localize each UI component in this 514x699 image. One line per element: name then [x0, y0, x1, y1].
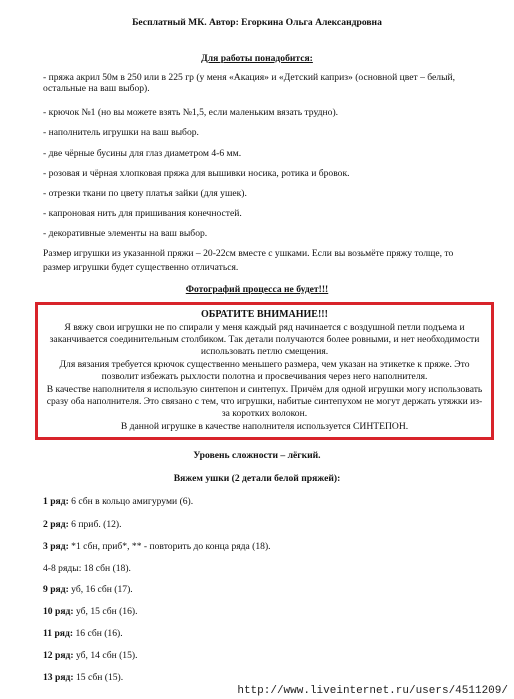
materials-heading: Для работы понадобится: — [201, 53, 313, 64]
document-title: Бесплатный МК. Автор: Егоркина Ольга Александровна — [132, 17, 382, 28]
materials-item: остальные на ваш выбор). — [43, 83, 150, 94]
pattern-row — [43, 584, 133, 596]
pattern-row — [43, 606, 138, 618]
pattern-row-label: 2 ряд: — [43, 519, 69, 530]
pattern-row-text: 15 сбн (15). — [73, 672, 124, 683]
pattern-row — [43, 563, 131, 575]
attention-line: за коротких волокон. — [221, 408, 308, 419]
pattern-row — [43, 650, 138, 662]
attention-line: позволит избежать рыхлости полотна и просвечивания через него наполнителя. — [101, 371, 428, 382]
pattern-row-label: 13 ряд: — [43, 672, 74, 683]
difficulty-level: Уровень сложности – лёгкий. — [193, 450, 321, 461]
pattern-row-text: 16 сбн (16). — [73, 628, 123, 639]
pattern-row-text: 6 сбн в кольцо амигуруми (6). — [68, 496, 194, 507]
size-note-line: размер игрушки будет существенно отличаться. — [43, 262, 239, 273]
attention-line: использовать петлю смещения. — [200, 346, 329, 357]
ears-heading: Вяжем ушки (2 детали белой пряжей): — [173, 473, 341, 484]
pattern-row-label: 1 ряд: — [43, 496, 69, 507]
pattern-row-label: 10 ряд: — [43, 606, 74, 617]
pattern-row-text: 4-8 ряды: 18 сбн (18). — [43, 563, 131, 574]
materials-item: - декоративные элементы на ваш выбор. — [43, 228, 208, 239]
pattern-row — [43, 519, 122, 531]
photo-note: Фотографий процесса не будет!!! — [185, 284, 329, 295]
attention-line: В качестве наполнителя я использую синтепон и синтепух. Причём для одной игрушки могу использовать — [46, 384, 483, 395]
pattern-row-text: 6 приб. (12). — [68, 519, 122, 530]
size-note-line: Размер игрушки из указанной пряжи – 20-22см вместе с ушками. Если вы возьмёте пряжу толще, то — [43, 248, 454, 259]
pattern-row-label: 3 ряд: — [43, 541, 69, 552]
materials-item: - капроновая нить для пришивания конечностей. — [43, 208, 242, 219]
pattern-row-text: уб, 15 сбн (16). — [73, 606, 138, 617]
pattern-row — [43, 541, 271, 553]
pattern-row-label: 12 ряд: — [43, 650, 74, 661]
pattern-row-label: 11 ряд: — [43, 628, 74, 639]
attention-line: В данной игрушке в качестве наполнителя используется СИНТЕПОН. — [120, 421, 409, 432]
pattern-row — [43, 496, 193, 508]
pattern-row-text: *1 сбн, приб*, ** - повторить до конца ряда (18). — [68, 541, 271, 552]
pattern-row-label: 9 ряд: — [43, 584, 69, 595]
attention-heading: ОБРАТИТЕ ВНИМАНИЕ!!! — [201, 309, 328, 320]
pattern-row-text: уб, 14 сбн (15). — [73, 650, 138, 661]
materials-item: - пряжа акрил 50м в 250 или в 225 гр (у меня «Акация» и «Детский каприз» (основной цвет – белый, — [43, 72, 456, 83]
materials-item: - две чёрные бусины для глаз диаметром 4-6 мм. — [43, 148, 242, 159]
source-watermark: http://www.liveinternet.ru/users/4511209/ — [237, 685, 508, 697]
materials-item: - розовая и чёрная хлопковая пряжа для вышивки носика, ротика и бровок. — [43, 168, 350, 179]
attention-line: заканчивается соединительным столбиком. Так детали получаются более ровными, и нет необходимости — [49, 334, 480, 345]
attention-line: Для вязания требуется крючок существенно меньшего размера, чем указан на этикетке к пряже. Это — [59, 359, 470, 370]
attention-line: Я вяжу свои игрушки не по спирали у меня каждый ряд начинается с воздушной петли подъема и — [64, 322, 465, 333]
attention-line: сразу оба наполнителя. Это связано с тем, что игрушки, набитые синтепухом не могут держать утяжки из- — [46, 396, 483, 407]
materials-item: - крючок №1 (но вы можете взять №1,5, если маленьким вязать трудно). — [43, 107, 339, 118]
materials-item: - отрезки ткани по цвету платья зайки (для ушек). — [43, 188, 247, 199]
pattern-row-text: уб, 16 сбн (17). — [68, 584, 133, 595]
materials-item: - наполнитель игрушки на ваш выбор. — [43, 127, 199, 138]
pattern-row — [43, 628, 123, 640]
pattern-row — [43, 672, 123, 684]
